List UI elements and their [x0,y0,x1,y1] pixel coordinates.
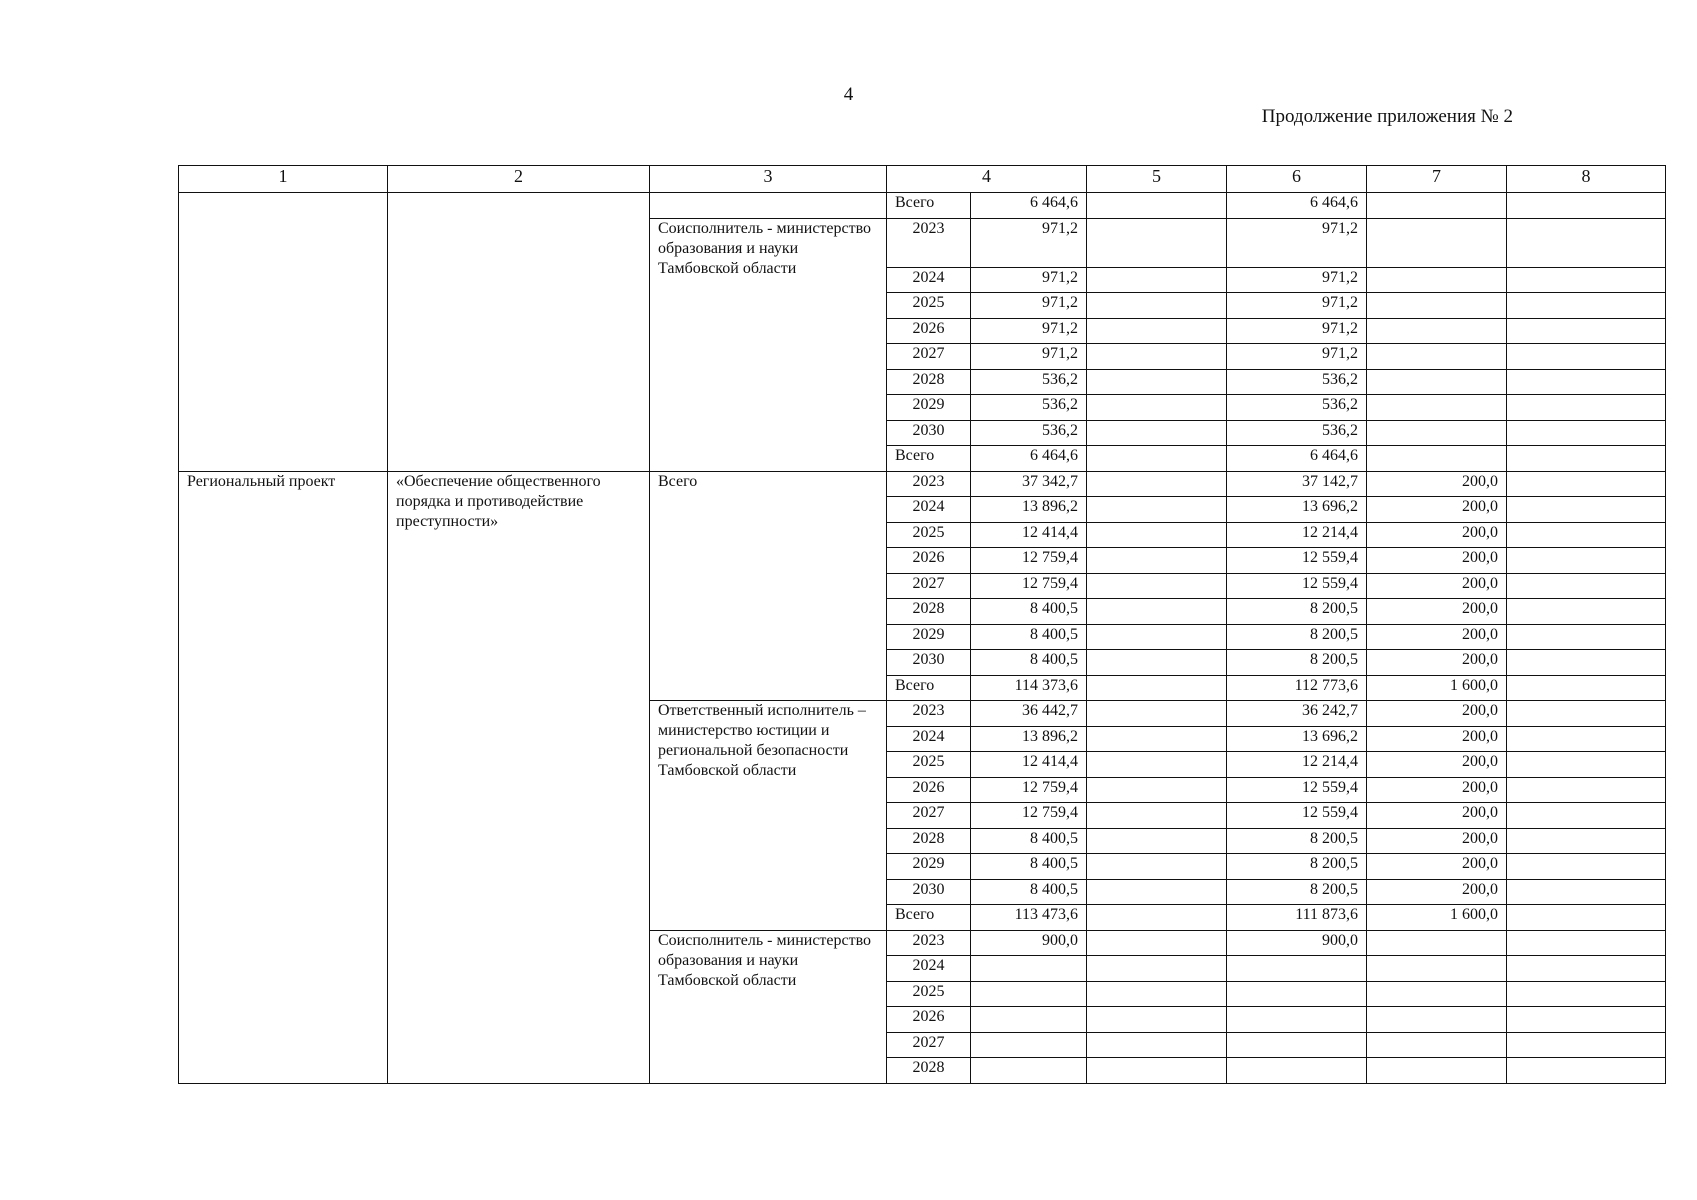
total-amount-cell: 8 400,5 [971,828,1087,854]
appendix-continuation-label: Продолжение приложения № 2 [1261,106,1513,127]
col7-amount-cell [1367,1032,1507,1058]
col6-amount-cell: 6 464,6 [1227,193,1367,219]
header-cell: 2 [388,166,650,193]
year-cell: Всего [887,193,971,219]
col7-amount-cell: 200,0 [1367,777,1507,803]
col8-cell [1507,599,1666,625]
col7-amount-cell [1367,981,1507,1007]
total-amount-cell: 971,2 [971,293,1087,319]
total-amount-cell: 536,2 [971,395,1087,421]
year-cell: 2030 [887,420,971,446]
project-name-cell [388,193,650,472]
col5-cell [1087,395,1227,421]
col6-amount-cell: 971,2 [1227,318,1367,344]
col6-amount-cell: 6 464,6 [1227,446,1367,472]
total-amount-cell: 37 342,7 [971,471,1087,497]
year-cell: 2027 [887,803,971,829]
col5-cell [1087,752,1227,778]
col8-cell [1507,726,1666,752]
col5-cell [1087,624,1227,650]
col7-amount-cell: 200,0 [1367,752,1507,778]
col8-cell [1507,548,1666,574]
total-amount-cell: 114 373,6 [971,675,1087,701]
col5-cell [1087,446,1227,472]
page-number: 4 [843,84,854,105]
year-cell: 2023 [887,701,971,727]
year-cell: 2024 [887,497,971,523]
header-cell: 4 [887,166,1087,193]
col6-amount-cell: 111 873,6 [1227,905,1367,931]
year-cell: 2029 [887,624,971,650]
col8-cell [1507,522,1666,548]
year-cell: 2026 [887,548,971,574]
col5-cell [1087,879,1227,905]
col5-cell [1087,701,1227,727]
total-amount-cell: 13 896,2 [971,726,1087,752]
total-amount-cell [971,956,1087,982]
col8-cell [1507,981,1666,1007]
year-cell: 2028 [887,369,971,395]
year-cell: 2025 [887,293,971,319]
year-cell: 2024 [887,726,971,752]
col6-amount-cell: 12 559,4 [1227,573,1367,599]
col8-cell [1507,267,1666,293]
col5-cell [1087,548,1227,574]
col7-amount-cell [1367,930,1507,956]
col6-amount-cell [1227,1007,1367,1033]
col7-amount-cell [1367,318,1507,344]
col6-amount-cell: 12 559,4 [1227,777,1367,803]
col8-cell [1507,446,1666,472]
col5-cell [1087,522,1227,548]
col5-cell [1087,981,1227,1007]
col7-amount-cell: 1 600,0 [1367,675,1507,701]
col7-amount-cell: 200,0 [1367,879,1507,905]
col6-amount-cell: 8 200,5 [1227,599,1367,625]
col8-cell [1507,905,1666,931]
col6-amount-cell [1227,1058,1367,1084]
col5-cell [1087,1007,1227,1033]
col7-amount-cell: 200,0 [1367,522,1507,548]
col5-cell [1087,344,1227,370]
col7-amount-cell [1367,369,1507,395]
total-amount-cell: 113 473,6 [971,905,1087,931]
col7-amount-cell: 200,0 [1367,624,1507,650]
col5-cell [1087,803,1227,829]
col6-amount-cell [1227,956,1367,982]
year-cell: 2028 [887,1058,971,1084]
header-cell: 3 [650,166,887,193]
col5-cell [1087,267,1227,293]
year-cell: 2027 [887,1032,971,1058]
total-amount-cell: 8 400,5 [971,624,1087,650]
col6-amount-cell: 971,2 [1227,218,1367,267]
total-amount-cell [971,1032,1087,1058]
total-amount-cell [971,1007,1087,1033]
col6-amount-cell: 12 214,4 [1227,522,1367,548]
col6-amount-cell: 8 200,5 [1227,879,1367,905]
col5-cell [1087,369,1227,395]
col7-amount-cell [1367,1058,1507,1084]
col7-amount-cell: 200,0 [1367,471,1507,497]
col5-cell [1087,471,1227,497]
year-cell: 2028 [887,599,971,625]
col5-cell [1087,293,1227,319]
total-amount-cell: 536,2 [971,420,1087,446]
year-cell: 2026 [887,777,971,803]
col8-cell [1507,956,1666,982]
col6-amount-cell: 971,2 [1227,293,1367,319]
col6-amount-cell: 536,2 [1227,369,1367,395]
year-cell: 2025 [887,752,971,778]
col6-amount-cell: 13 696,2 [1227,497,1367,523]
year-cell: 2023 [887,471,971,497]
year-cell: 2029 [887,854,971,880]
col8-cell [1507,879,1666,905]
total-amount-cell: 6 464,6 [971,446,1087,472]
header-cell: 7 [1367,166,1507,193]
col8-cell [1507,395,1666,421]
year-cell: 2023 [887,930,971,956]
col8-cell [1507,803,1666,829]
year-cell: 2025 [887,981,971,1007]
total-amount-cell: 12 414,4 [971,522,1087,548]
total-amount-cell: 12 759,4 [971,803,1087,829]
col8-cell [1507,369,1666,395]
col6-amount-cell: 900,0 [1227,930,1367,956]
header-cell: 5 [1087,166,1227,193]
col7-amount-cell [1367,193,1507,219]
header-cell: 6 [1227,166,1367,193]
col5-cell [1087,777,1227,803]
year-cell: 2024 [887,267,971,293]
budget-table [178,165,1666,1084]
header-cell: 8 [1507,166,1666,193]
total-amount-cell: 36 442,7 [971,701,1087,727]
table-row [179,193,1666,219]
project-type-cell [179,193,388,472]
total-amount-cell: 971,2 [971,267,1087,293]
total-amount-cell: 8 400,5 [971,854,1087,880]
col7-amount-cell: 200,0 [1367,599,1507,625]
col7-amount-cell: 200,0 [1367,803,1507,829]
col6-amount-cell: 8 200,5 [1227,854,1367,880]
col7-amount-cell [1367,218,1507,267]
executor-cell: Всего [650,471,887,701]
col8-cell [1507,344,1666,370]
total-amount-cell: 12 759,4 [971,548,1087,574]
year-cell: 2029 [887,395,971,421]
col5-cell [1087,956,1227,982]
project-name-cell: «Обеспечение общественного порядка и противодействие преступности» [388,471,650,1083]
col5-cell [1087,905,1227,931]
table-row [179,471,1666,497]
total-amount-cell: 971,2 [971,318,1087,344]
executor-cell [650,193,887,219]
col7-amount-cell [1367,1007,1507,1033]
col6-amount-cell: 13 696,2 [1227,726,1367,752]
col7-amount-cell [1367,956,1507,982]
col6-amount-cell: 36 242,7 [1227,701,1367,727]
col8-cell [1507,930,1666,956]
total-amount-cell: 536,2 [971,369,1087,395]
col8-cell [1507,1032,1666,1058]
col8-cell [1507,293,1666,319]
col5-cell [1087,420,1227,446]
col5-cell [1087,854,1227,880]
col8-cell [1507,1058,1666,1084]
col6-amount-cell: 8 200,5 [1227,650,1367,676]
year-cell: 2025 [887,522,971,548]
total-amount-cell [971,981,1087,1007]
col8-cell [1507,218,1666,267]
col6-amount-cell [1227,1032,1367,1058]
col7-amount-cell: 1 600,0 [1367,905,1507,931]
total-amount-cell: 6 464,6 [971,193,1087,219]
header-row [179,166,1666,193]
col5-cell [1087,599,1227,625]
table-body [179,166,1666,1084]
col7-amount-cell [1367,293,1507,319]
col8-cell [1507,497,1666,523]
col6-amount-cell: 971,2 [1227,267,1367,293]
year-cell: 2027 [887,573,971,599]
col8-cell [1507,624,1666,650]
col7-amount-cell [1367,267,1507,293]
project-type-cell: Региональный проект [179,471,388,1083]
col6-amount-cell: 112 773,6 [1227,675,1367,701]
col8-cell [1507,752,1666,778]
col7-amount-cell: 200,0 [1367,726,1507,752]
col8-cell [1507,675,1666,701]
year-cell: 2023 [887,218,971,267]
col6-amount-cell: 12 559,4 [1227,548,1367,574]
year-cell: Всего [887,675,971,701]
executor-cell: Соисполнитель - министерство образования и науки Тамбовской области [650,218,887,471]
year-cell: 2026 [887,318,971,344]
total-amount-cell: 971,2 [971,344,1087,370]
header-cell: 1 [179,166,388,193]
year-cell: 2027 [887,344,971,370]
year-cell: 2030 [887,650,971,676]
col6-amount-cell: 12 559,4 [1227,803,1367,829]
total-amount-cell: 8 400,5 [971,650,1087,676]
col5-cell [1087,828,1227,854]
col7-amount-cell: 200,0 [1367,573,1507,599]
year-cell: 2026 [887,1007,971,1033]
col7-amount-cell [1367,344,1507,370]
col8-cell [1507,573,1666,599]
year-cell: 2030 [887,879,971,905]
col5-cell [1087,318,1227,344]
col7-amount-cell: 200,0 [1367,828,1507,854]
total-amount-cell: 12 759,4 [971,777,1087,803]
year-cell: 2024 [887,956,971,982]
col6-amount-cell: 37 142,7 [1227,471,1367,497]
col5-cell [1087,497,1227,523]
col5-cell [1087,193,1227,219]
executor-cell: Ответственный исполнитель – министерство юстиции и региональной безопасности Тамбовской области [650,701,887,931]
col8-cell [1507,650,1666,676]
col5-cell [1087,650,1227,676]
total-amount-cell: 971,2 [971,218,1087,267]
year-cell: Всего [887,446,971,472]
col7-amount-cell [1367,420,1507,446]
executor-cell: Соисполнитель - министерство образования и науки Тамбовской области [650,930,887,1083]
col7-amount-cell: 200,0 [1367,650,1507,676]
col8-cell [1507,777,1666,803]
total-amount-cell: 8 400,5 [971,599,1087,625]
col7-amount-cell: 200,0 [1367,497,1507,523]
col8-cell [1507,318,1666,344]
col6-amount-cell: 8 200,5 [1227,624,1367,650]
col7-amount-cell [1367,446,1507,472]
col7-amount-cell: 200,0 [1367,548,1507,574]
col7-amount-cell [1367,395,1507,421]
col5-cell [1087,675,1227,701]
total-amount-cell [971,1058,1087,1084]
col7-amount-cell: 200,0 [1367,854,1507,880]
total-amount-cell: 900,0 [971,930,1087,956]
col6-amount-cell: 971,2 [1227,344,1367,370]
col8-cell [1507,1007,1666,1033]
col8-cell [1507,471,1666,497]
col6-amount-cell: 536,2 [1227,420,1367,446]
col7-amount-cell: 200,0 [1367,701,1507,727]
col8-cell [1507,701,1666,727]
total-amount-cell: 8 400,5 [971,879,1087,905]
col5-cell [1087,1058,1227,1084]
total-amount-cell: 12 414,4 [971,752,1087,778]
col8-cell [1507,828,1666,854]
col5-cell [1087,726,1227,752]
year-cell: 2028 [887,828,971,854]
col5-cell [1087,218,1227,267]
col6-amount-cell: 12 214,4 [1227,752,1367,778]
col5-cell [1087,1032,1227,1058]
col6-amount-cell [1227,981,1367,1007]
col8-cell [1507,420,1666,446]
col8-cell [1507,854,1666,880]
col5-cell [1087,573,1227,599]
total-amount-cell: 12 759,4 [971,573,1087,599]
col5-cell [1087,930,1227,956]
total-amount-cell: 13 896,2 [971,497,1087,523]
year-cell: Всего [887,905,971,931]
col6-amount-cell: 536,2 [1227,395,1367,421]
col8-cell [1507,193,1666,219]
col6-amount-cell: 8 200,5 [1227,828,1367,854]
